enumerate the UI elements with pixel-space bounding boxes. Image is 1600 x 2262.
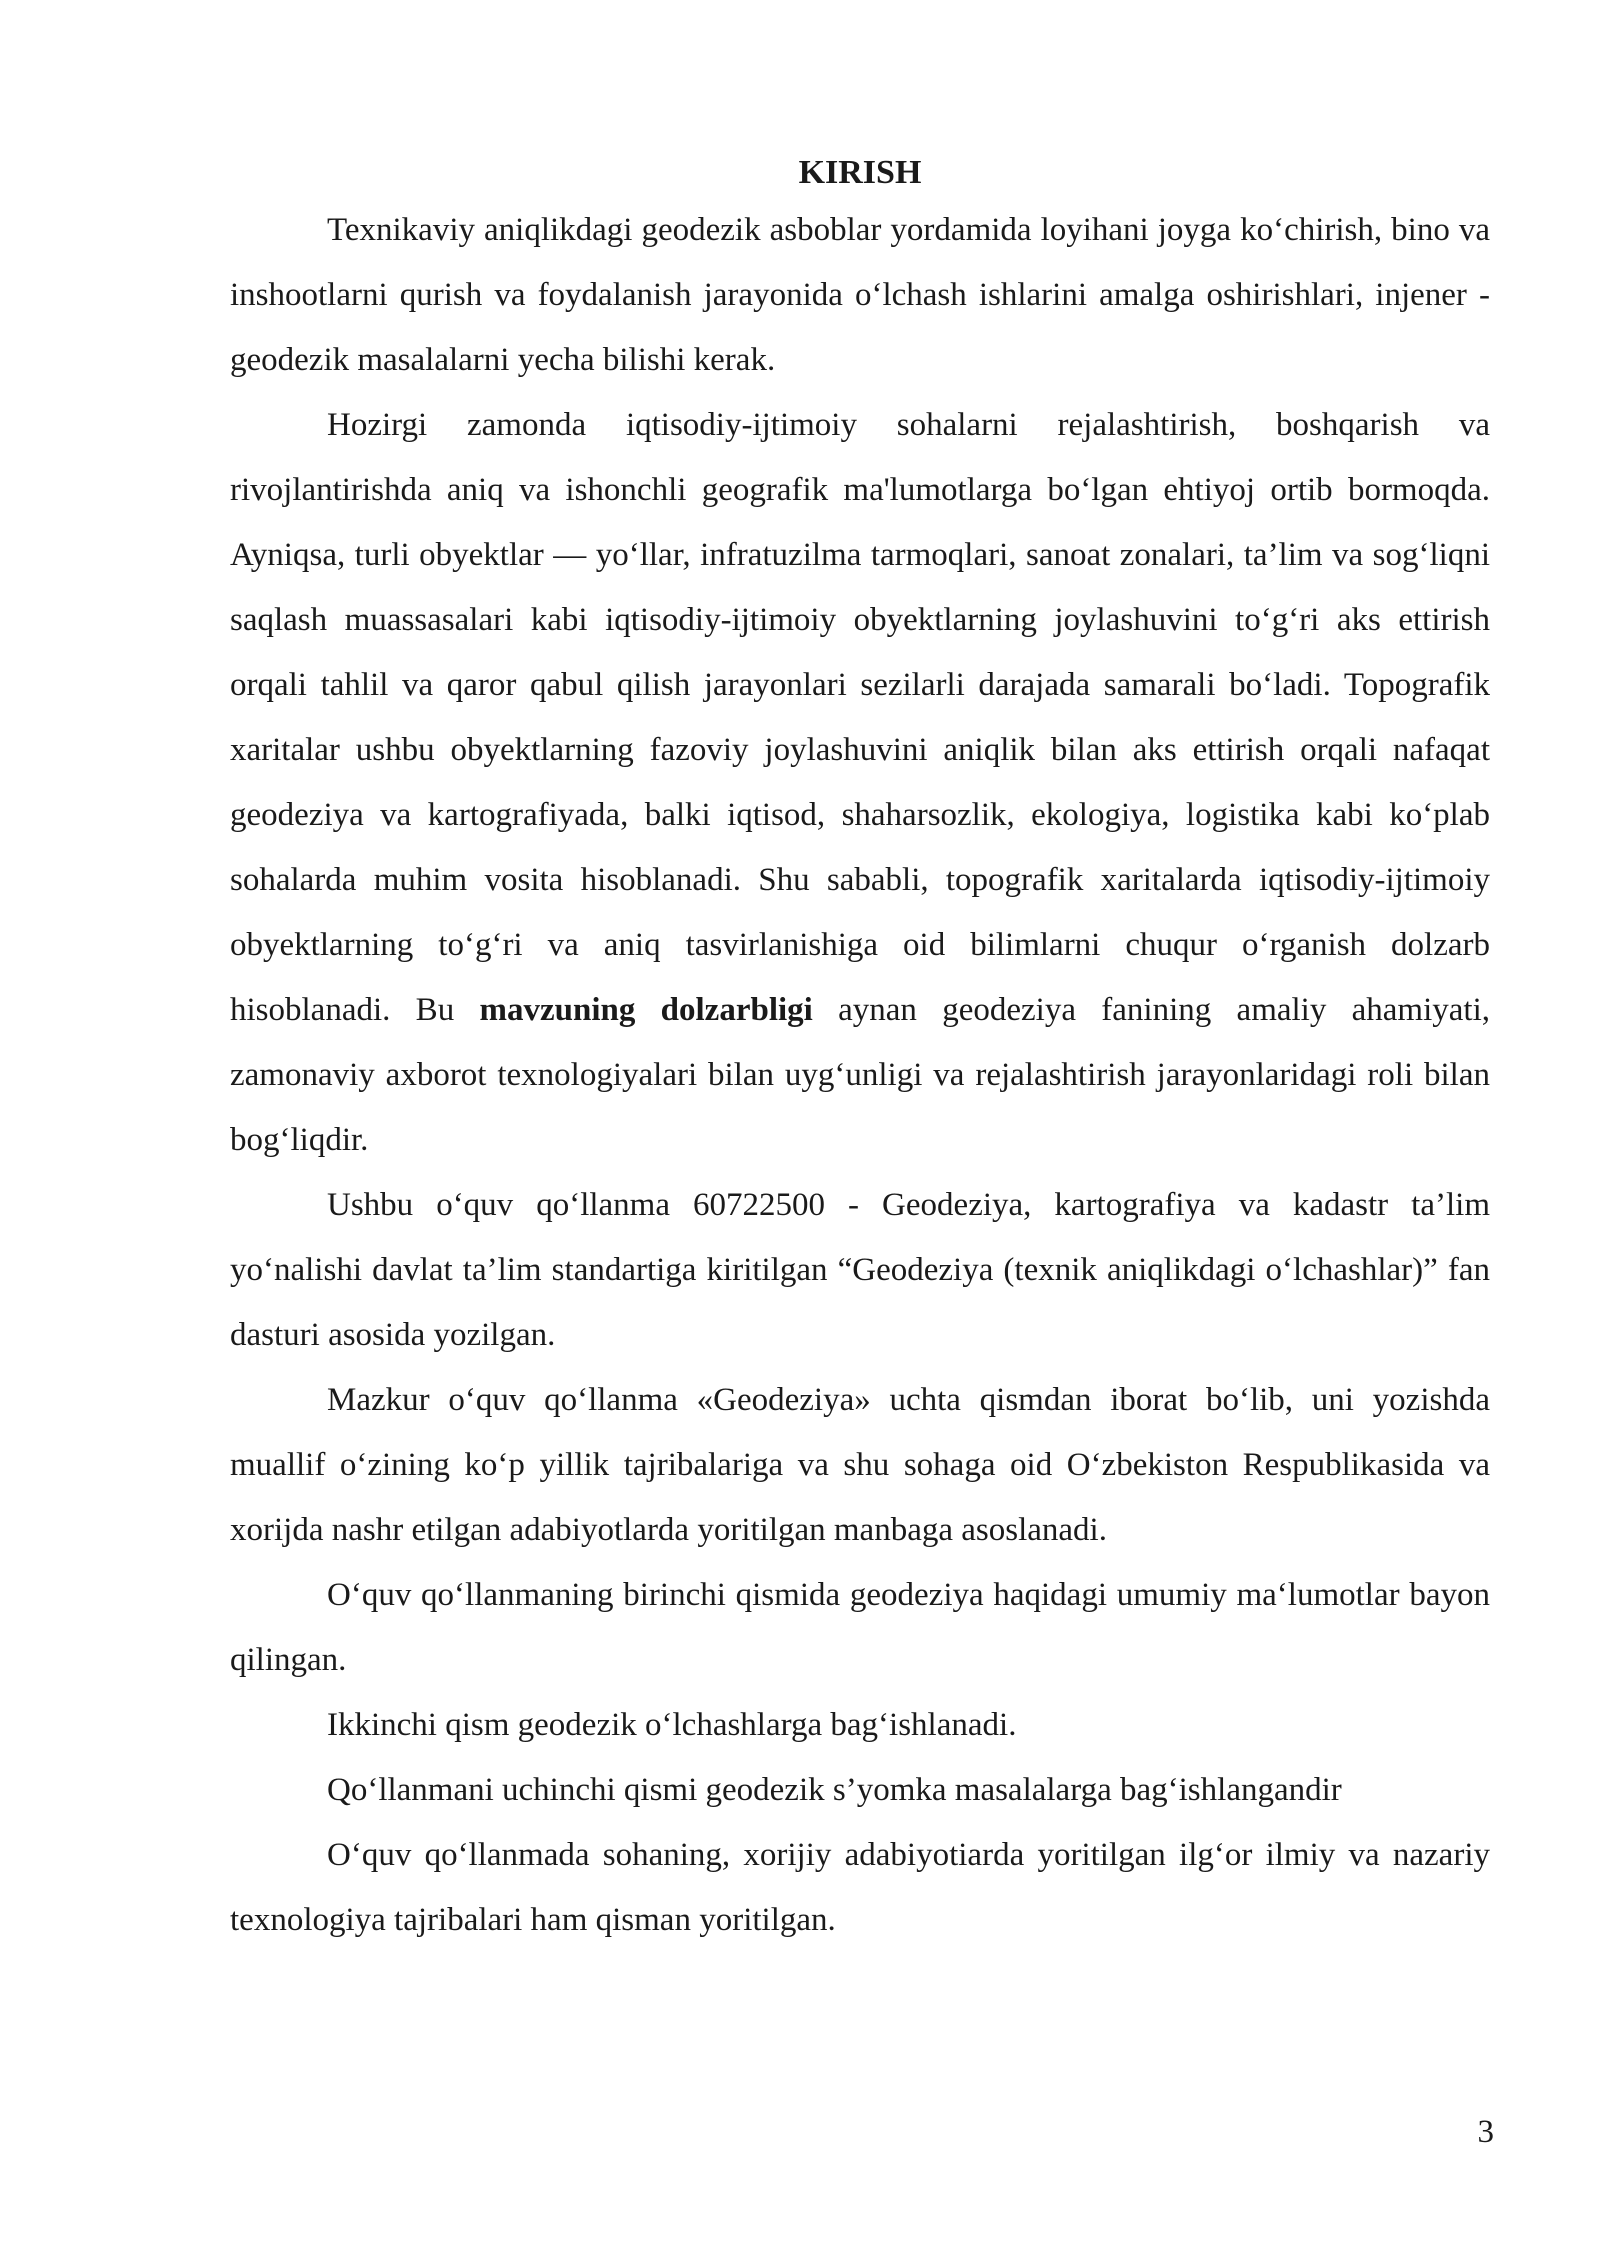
paragraph-4: Mazkur o‘quv qo‘llanma «Geodeziya» uchta qismdan iborat bo‘lib, uni yozishda muallif o‘zining ko‘p yillik tajribalariga va shu sohaga oid O‘zbekiston Respublikasida va xorijda nashr etilgan adabiyotlarda yoritilgan manbaga asoslanadi. [230, 1382, 1490, 1548]
paragraph-2 [230, 393, 1490, 1173]
paragraph-2-bold-phrase: mavzuning dolzarbligi [479, 992, 813, 1028]
page-content [230, 148, 1490, 1953]
section-title: KIRISH [798, 154, 922, 191]
paragraph-1: Texnikaviy aniqlikdagi geodezik asboblar yordamida loyihani joyga ko‘chirish, bino va inshootlarni qurish va foydalanish jarayonida o‘lchash ishlarini amalga oshirishlari, injener - geodezik masalalarni yecha bilishi kerak. [230, 212, 1490, 378]
page-number: 3 [1477, 2114, 1494, 2150]
paragraph-5: O‘quv qo‘llanmaning birinchi qismida geodeziya haqidagi umumiy ma‘lumotlar bayon qilingan. [230, 1577, 1490, 1678]
paragraph-3: Ushbu o‘quv qo‘llanma 60722500 - Geodeziya, kartografiya va kadastr ta’lim yo‘nalishi davlat ta’lim standartiga kiritilgan “Geodeziya (texnik aniqlikdagi o‘lchashlar)” fan dasturi asosida yozilgan. [230, 1187, 1490, 1353]
paragraph-7: Qo‘llanmani uchinchi qismi geodezik s’yomka masalalarga bag‘ishlangandir [327, 1772, 1342, 1808]
paragraph-2-text-end: aynan geodeziya fanining amaliy ahamiyati, zamonaviy axborot texnologiyalari bilan uyg‘unligi va rejalashtirish jarayonlaridagi roli bilan bog‘liqdir. [230, 992, 1491, 1158]
paragraph-2-text-start: Hozirgi zamonda iqtisodiy-ijtimoiy sohalarni rejalashtirish, boshqarish va rivojlantirishda aniq va ishonchli geografik ma'lumotlarga bo‘lgan ehtiyoj ortib bormoqda. Ayniqsa, turli obyektlar — yo‘llar, infratuzilma tarmoqlari, sanoat zonalari, ta’lim va sog‘liqni saqlash muassasalari kabi iqtisodiy-ijtimoiy obyektlarning joylashuvini to‘g‘ri aks ettirish orqali tahlil va qaror qabul qilish jarayonlari sezilarli darajada samarali bo‘ladi. Topografik xaritalar ushbu obyektlarning fazoviy joylashuvini aniqlik bilan aks ettirish orqali nafaqat geodeziya va kartografiyada, balki iqtisod, shaharsozlik, ekologiya, logistika kabi ko‘plab sohalarda muhim vosita hisoblanadi. Shu sababli, topografik xaritalarda iqtisodiy-ijtimoiy obyektlarning to‘g‘ri va aniq tasvirlanishiga oid bilimlarni chuqur o‘rganish dolzarb hisoblanadi. Bu [230, 407, 1490, 1028]
paragraph-6: Ikkinchi qism geodezik o‘lchashlarga bag‘ishlanadi. [327, 1707, 1017, 1743]
paragraph-8: O‘quv qo‘llanmada sohaning, xorijiy adabiyotiarda yoritilgan ilg‘or ilmiy va nazariy texnologiya tajribalari ham qisman yoritilgan. [230, 1837, 1490, 1938]
